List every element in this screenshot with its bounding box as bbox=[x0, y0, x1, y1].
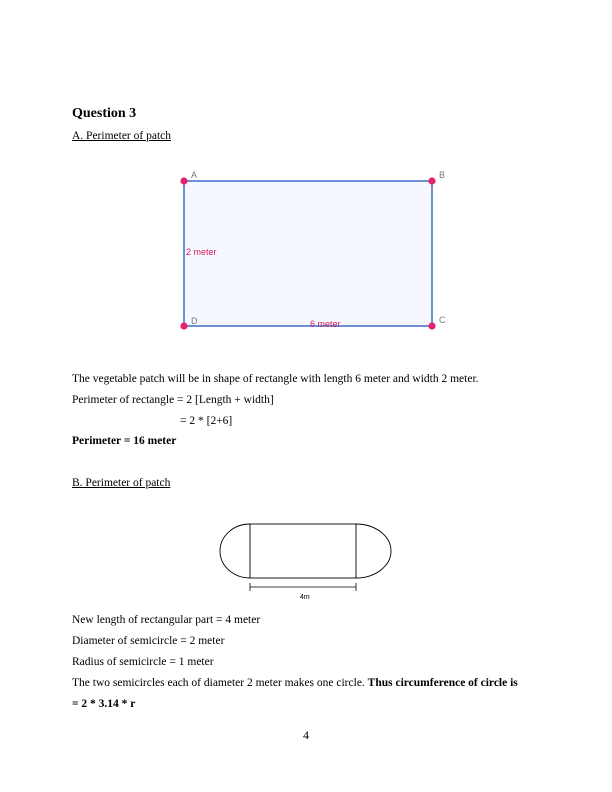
part-b-heading: B. Perimeter of patch bbox=[72, 477, 171, 489]
point-b bbox=[428, 177, 435, 184]
page-number: 4 bbox=[303, 728, 309, 742]
part-b-line-2: Diameter of semicircle = 2 meter bbox=[72, 635, 225, 647]
part-b-line-4-bold: Thus circumference of circle is bbox=[367, 677, 518, 689]
label-c: C bbox=[439, 315, 446, 325]
part-a-heading: A. Perimeter of patch bbox=[72, 130, 171, 142]
part-b-line-1: New length of rectangular part = 4 meter bbox=[72, 614, 261, 626]
part-a-line-1: The vegetable patch will be in shape of rectangle with length 6 meter and width 2 meter. bbox=[72, 373, 479, 385]
question-title: Question 3 bbox=[72, 106, 137, 121]
part-a-result: Perimeter = 16 meter bbox=[72, 435, 177, 447]
label-a: A bbox=[191, 170, 198, 180]
rectangular-part bbox=[250, 524, 356, 578]
point-a bbox=[180, 177, 187, 184]
part-b-formula: = 2 * 3.14 * r bbox=[72, 698, 136, 710]
width-label: 2 meter bbox=[186, 247, 217, 257]
part-a-line-2: Perimeter of rectangle = 2 [Length + width] bbox=[72, 394, 274, 406]
stadium-diagram bbox=[214, 518, 396, 604]
point-c bbox=[428, 322, 435, 329]
part-a-line-3: = 2 * [2+6] bbox=[180, 415, 233, 427]
rectangle-diagram bbox=[176, 166, 452, 338]
label-b: B bbox=[439, 170, 446, 180]
left-semicircle bbox=[220, 524, 250, 578]
patch-rectangle bbox=[184, 181, 432, 326]
right-semicircle bbox=[356, 524, 391, 578]
part-b-line-3: Radius of semicircle = 1 meter bbox=[72, 656, 214, 668]
part-b-line-4 bbox=[72, 677, 518, 689]
label-d: D bbox=[191, 316, 198, 326]
length-label: 6 meter bbox=[310, 319, 341, 329]
point-d bbox=[180, 322, 187, 329]
dimension-label: 4m bbox=[300, 594, 310, 601]
part-b-line-4-text: The two semicircles each of diameter 2 meter makes one circle. bbox=[72, 677, 368, 689]
